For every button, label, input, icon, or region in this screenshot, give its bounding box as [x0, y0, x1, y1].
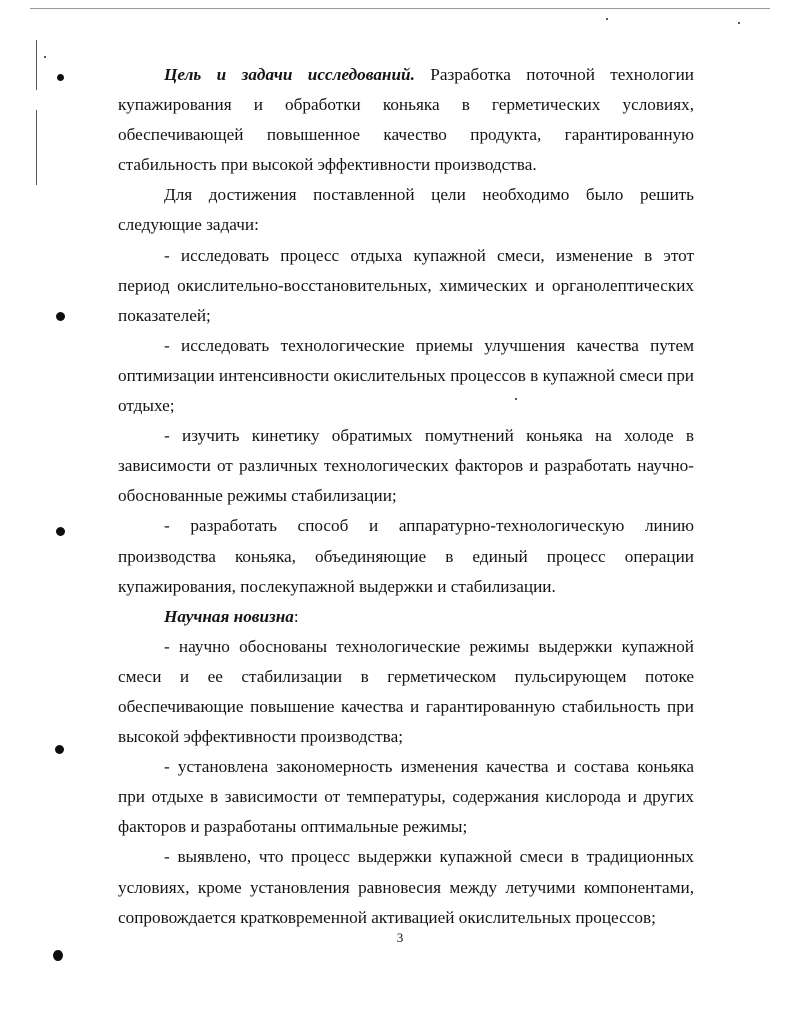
scan-speck	[606, 18, 608, 20]
scan-edge-line	[30, 8, 770, 9]
novelty-item: - научно обоснованы технологические режимы выдержки купажной смеси и ее стабилизации в герметическом пульсирующем потоке обеспечивающие повышение качества и гарантированную стабильность при высокой эффективности производства;	[118, 636, 694, 747]
tasks-intro: Для достижения поставленной цели необходимо было решить следующие задачи:	[118, 185, 694, 235]
task-item: - изучить кинетику обратимых помутнений коньяка на холоде в зависимости от различных технологических факторов и разработать научно-обоснованные режимы стабилизации;	[118, 426, 694, 506]
scan-speck	[44, 56, 46, 58]
novelty-item: - выявлено, что процесс выдержки купажной смеси в традиционных условиях, кроме установления равновесия между летучими компонентами, сопровождается кратковременной активацией окислительных процессов;	[118, 847, 694, 927]
scan-margin-line	[36, 110, 37, 185]
novelty-heading: Научная новизна	[164, 606, 294, 626]
punch-hole-mark	[56, 312, 65, 321]
task-item: - исследовать процесс отдыха купажной смеси, изменение в этот период окислительно-восстановительных, химических и органолептических показателей;	[118, 245, 694, 325]
scan-speck	[738, 22, 740, 24]
task-item: - исследовать технологические приемы улучшения качества путем оптимизации интенсивности окислительных процессов в купажной смеси при отдыхе;	[118, 335, 694, 416]
document-body	[118, 60, 694, 933]
punch-hole-mark	[57, 74, 64, 81]
punch-hole-mark	[55, 745, 64, 754]
novelty-colon: :	[293, 606, 299, 626]
task-item: - разработать способ и аппаратурно-технологическую линию производства коньяка, объединяющие в единый процесс операции купажирования, послекупажной выдержки и стабилизации.	[118, 516, 694, 596]
goal-paragraph	[118, 60, 694, 180]
punch-hole-mark	[56, 527, 65, 536]
goal-heading: Цель и задачи исследований.	[164, 65, 415, 84]
punch-hole-mark	[53, 950, 63, 961]
scan-margin-line	[36, 40, 37, 90]
page-number: 3	[396, 930, 404, 945]
goal-text: Разработка поточной технологии купажирования и обработки коньяка в герметических условиях, обеспечивающей повышенное качество продукта, гарантированную стабильность при высокой эффективности производства.	[118, 65, 694, 175]
novelty-heading-line	[118, 602, 694, 632]
novelty-item: - установлена закономерность изменения качества и состава коньяка при отдыхе в зависимости от температуры, содержания кислорода и других факторов и разработаны оптимальные режимы;	[118, 757, 694, 837]
